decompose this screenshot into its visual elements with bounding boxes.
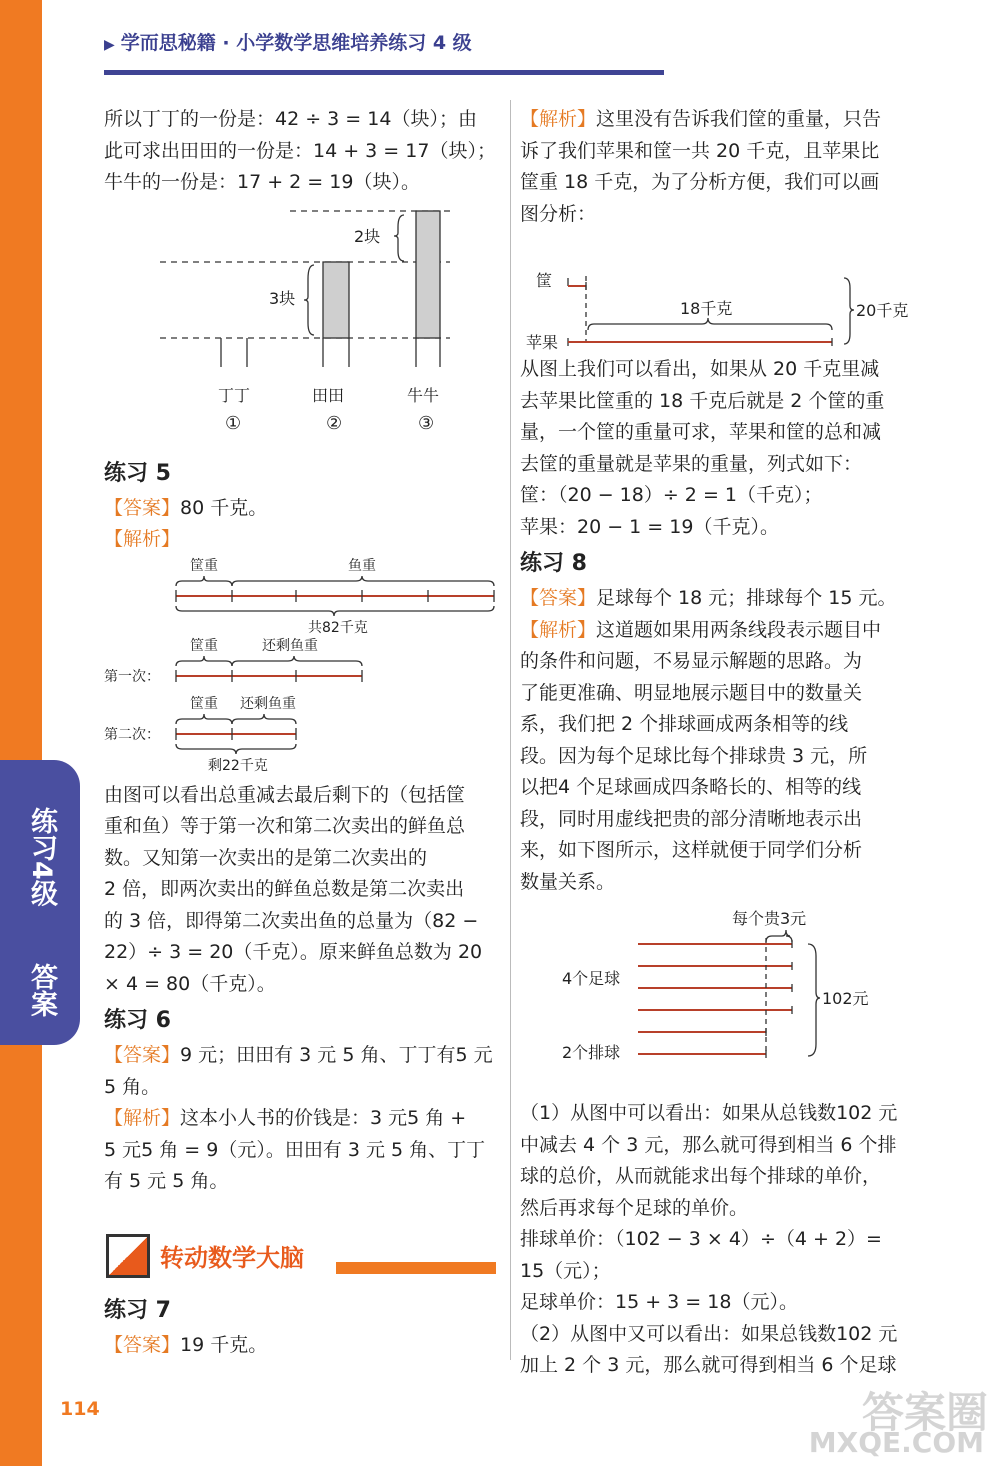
header-arrow-icon: ▶ bbox=[104, 37, 115, 53]
ex7-body-line: 量，一个筐的重量可求，苹果和筐的总和减 bbox=[520, 421, 882, 443]
section-banner bbox=[104, 1232, 504, 1280]
ex5-title: 练习 5 bbox=[104, 460, 171, 486]
label-102: 102元 bbox=[822, 989, 869, 1008]
label-first: 第一次： bbox=[104, 668, 160, 685]
answer-tag: 【答案】 bbox=[104, 496, 181, 519]
ex5-answer: 【答案】80 千克。 bbox=[104, 496, 268, 519]
label-3-blocks: 3块 bbox=[269, 288, 296, 308]
ex8-answer: 【答案】足球每个 18 元；排球每个 15 元。 bbox=[520, 587, 897, 609]
label-remain: 剩22千克 bbox=[208, 757, 268, 774]
ex5-body-line: 数。又知第一次卖出的是第二次卖出的 bbox=[104, 846, 428, 869]
side-tab-line2: 答案 bbox=[26, 963, 57, 1017]
ex8-step-line: 15（元）； bbox=[520, 1259, 611, 1282]
intro-line: 所以丁丁的一份是：42 ÷ 3 = 14（块）；由 bbox=[104, 108, 477, 130]
label-basket: 筐重 bbox=[190, 557, 218, 574]
num-1: ① bbox=[225, 412, 242, 434]
ex5-body-line: 2 倍，即两次卖出的鲜鱼总数是第二次卖出 bbox=[104, 878, 465, 900]
ex8-step-line: 加上 2 个 3 元，那么就可得到相当 6 个足球 bbox=[520, 1354, 897, 1376]
ex6-analysis-line: 5 元5 角 = 9（元）。田田有 3 元 5 角、丁丁 bbox=[104, 1138, 486, 1161]
ex7-body-line: 苹果：20 − 1 = 19（千克）。 bbox=[520, 515, 779, 538]
watermark-logo: 答案圈 bbox=[861, 1388, 988, 1437]
label-more: 每个贵3元 bbox=[732, 909, 807, 928]
ex6-answer-cont: 5 角。 bbox=[104, 1075, 161, 1098]
ex8-step-line: 球的总价，从而就能求出每个排球的单价， bbox=[520, 1165, 882, 1187]
label-18kg: 18千克 bbox=[680, 299, 733, 318]
label-basket-3: 筐重 bbox=[190, 695, 218, 712]
ex7-answer: 【答案】19 千克。 bbox=[104, 1334, 268, 1356]
ex8-step-line: 排球单价：（102 − 3 × 4）÷（4 + 2）= bbox=[520, 1228, 882, 1250]
ex8-step-line: （2）从图中又可以看出：如果总钱数102 元 bbox=[520, 1322, 898, 1345]
name-tiantian: 田田 bbox=[312, 385, 345, 405]
ex7-title: 练习 7 bbox=[104, 1298, 171, 1323]
intro-line: 牛牛的一份是：17 + 2 = 19（块）。 bbox=[104, 171, 420, 193]
label-remain-fish-2: 还剩鱼重 bbox=[240, 695, 296, 712]
header-rule bbox=[104, 70, 664, 75]
label-2-blocks: 2块 bbox=[354, 226, 381, 246]
ex5-body-line: 22）÷ 3 = 20（千克）。原来鲜鱼总数为 20 bbox=[104, 941, 483, 963]
label-20kg: 20千克 bbox=[856, 301, 909, 320]
tiantian-bar bbox=[323, 262, 349, 338]
ex5-analysis-tag: 【解析】 bbox=[104, 528, 181, 550]
ex8-analysis-line: 的条件和问题，不易显示解题的思路。为 bbox=[520, 650, 863, 672]
ex5-body-line: 由图可以看出总重减去最后剩下的（包括筐 bbox=[104, 783, 466, 806]
ex7-analysis-line: 筐重 18 千克，为了分析方便，我们可以画 bbox=[520, 171, 880, 193]
orange-margin-strip bbox=[0, 0, 42, 1466]
brace-3 bbox=[304, 265, 314, 335]
label-basket: 筐 bbox=[536, 271, 553, 290]
ex8-analysis-line: 了能更准确、明显地展示题目中的数量关 bbox=[520, 681, 863, 704]
ex8-step-line: 中减去 4 个 3 元，那么就可得到相当 6 个排 bbox=[520, 1133, 897, 1156]
fish-diagram bbox=[104, 556, 504, 776]
ex7-analysis-line: 图分析： bbox=[520, 202, 597, 225]
section-icon bbox=[106, 1234, 150, 1278]
label-volleyball: 2个排球 bbox=[562, 1043, 621, 1062]
label-remain-fish: 还剩鱼重 bbox=[262, 637, 318, 654]
ex8-analysis-line: 系，我们把 2 个排球画成两条相等的线 bbox=[520, 713, 849, 735]
header-title: 学而思秘籍 · 小学数学思维培养练习 4 级 bbox=[120, 32, 472, 54]
label-second: 第二次： bbox=[104, 726, 160, 743]
blocks-diagram bbox=[104, 199, 504, 449]
ex8-analysis-line: 段，同时用虚线把贵的部分清晰地表示出 bbox=[520, 807, 863, 830]
label-football: 4个足球 bbox=[562, 969, 621, 988]
num-2: ② bbox=[326, 412, 343, 434]
label-fish: 鱼重 bbox=[348, 557, 376, 574]
ex8-analysis-line: 段。因为每个足球比每个排球贵 3 元，所 bbox=[520, 744, 868, 767]
section-title: 转动数学大脑 bbox=[160, 1244, 304, 1272]
niuniu-bar bbox=[416, 211, 440, 338]
ex6-analysis-line: 有 5 元 5 角。 bbox=[104, 1170, 229, 1192]
watermark-url: MXQE.COM bbox=[808, 1426, 984, 1459]
ex8-analysis-line: 数量关系。 bbox=[520, 870, 616, 893]
ex7-analysis: 【解析】这里没有告诉我们筐的重量，只告 bbox=[520, 108, 882, 130]
ex6-answer: 【答案】9 元；田田有 3 元 5 角、丁丁有5 元 bbox=[104, 1044, 493, 1066]
chapter-side-tab bbox=[0, 760, 80, 1045]
side-tab-line1: 练习4级 bbox=[26, 807, 57, 907]
ex5-body-line: 重和鱼）等于第一次和第二次卖出的鲜鱼总 bbox=[104, 815, 466, 837]
column-divider bbox=[510, 100, 511, 1360]
ball-diagram bbox=[520, 904, 920, 1094]
ex7-analysis-line: 诉了我们苹果和筐一共 20 千克，且苹果比 bbox=[520, 139, 880, 162]
page-number: 114 bbox=[60, 1398, 100, 1420]
ex5-body-line: 的 3 倍，即得第二次卖出鱼的总量为（82 − bbox=[104, 909, 479, 932]
label-total: 共82千克 bbox=[308, 619, 368, 636]
ex6-title: 练习 6 bbox=[104, 1008, 171, 1033]
ex8-step-line: 然后再求每个足球的单价。 bbox=[520, 1196, 749, 1219]
ex8-analysis: 【解析】这道题如果用两条线段表示题目中 bbox=[520, 618, 882, 641]
apple-basket-diagram bbox=[520, 230, 920, 350]
ex8-analysis-line: 来，如下图所示，这样就便于同学们分析 bbox=[520, 839, 863, 861]
ex7-block bbox=[104, 1290, 504, 1362]
label-apple: 苹果 bbox=[526, 333, 559, 350]
left-column bbox=[104, 104, 504, 1198]
ex8-step-line: 足球单价：15 + 3 = 18（元）。 bbox=[520, 1291, 798, 1313]
ex7-body-line: 去筐的重量就是苹果的重量，列式如下： bbox=[520, 452, 863, 475]
ex7-body-line: 从图上我们可以看出，如果从 20 千克里减 bbox=[520, 358, 880, 380]
name-niuniu: 牛牛 bbox=[407, 385, 440, 405]
right-column bbox=[520, 104, 920, 1382]
section-bar bbox=[336, 1262, 496, 1274]
num-3: ③ bbox=[418, 412, 435, 434]
ex7-body-line: 筐：（20 − 18）÷ 2 = 1（千克）； bbox=[520, 484, 823, 506]
ex5-body-line: × 4 = 80（千克）。 bbox=[104, 972, 276, 995]
ex8-analysis-line: 以把4 个足球画成四条略长的、相等的线 bbox=[520, 776, 862, 798]
name-dingding: 丁丁 bbox=[218, 385, 251, 405]
page-header bbox=[104, 28, 472, 55]
ex8-title: 练习 8 bbox=[520, 551, 587, 576]
ex7-body-line: 去苹果比筐重的 18 千克后就是 2 个筐的重 bbox=[520, 389, 885, 412]
label-basket-2: 筐重 bbox=[190, 637, 218, 654]
ex8-step-line: （1）从图中可以看出：如果从总钱数102 元 bbox=[520, 1102, 898, 1124]
intro-line: 此可求出田田的一份是：14 + 3 = 17（块）； bbox=[104, 139, 496, 162]
brace-2 bbox=[394, 215, 404, 261]
ex6-analysis: 【解析】这本小人书的价钱是：3 元5 角 + bbox=[104, 1107, 467, 1129]
